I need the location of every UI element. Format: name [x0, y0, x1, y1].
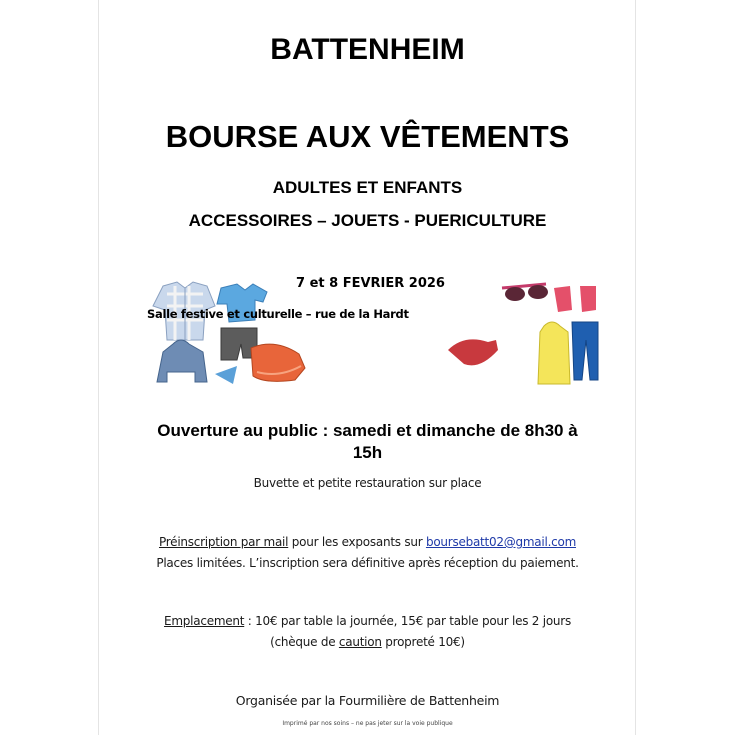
- preregistration-line: [0, 535, 735, 549]
- orange-baby-bouncer-icon: [251, 344, 305, 381]
- pitch-label: Emplacement: [164, 614, 245, 628]
- audience-subtitle: ADULTES ET ENFANTS: [272, 178, 463, 197]
- deposit-after: propreté 10€): [381, 635, 465, 649]
- red-beanie-icon: [448, 339, 498, 365]
- pitch-pricing-text: : 10€ par table la journée, 15€ par table pour les 2 jours: [244, 614, 571, 628]
- deposit-underlined: caution: [338, 635, 382, 649]
- opening-hours-line1: Ouverture au public : samedi et dimanche de 8h30 à: [157, 421, 578, 440]
- event-venue: Salle festive et culturelle – rue de la Hardt: [147, 307, 409, 321]
- town-heading: BATTENHEIM: [270, 33, 465, 66]
- clothes-left-illustration: [145, 280, 315, 390]
- hooded-jacket-icon: [157, 340, 207, 382]
- pitch-pricing-line: [0, 614, 735, 628]
- opening-hours-line2: 15h: [352, 443, 383, 462]
- yellow-raincoat-icon: [538, 322, 570, 384]
- preregistration-label: Préinscription par mail: [158, 535, 289, 549]
- event-title: BOURSE AUX VÊTEMENTS: [165, 119, 570, 154]
- deposit-before: (chèque de: [270, 635, 339, 649]
- contact-email-link[interactable]: boursebatt02@gmail.com: [425, 535, 577, 549]
- event-date: 7 et 8 FEVRIER 2026: [296, 276, 445, 291]
- refreshments-note: Buvette et petite restauration sur place: [253, 476, 482, 490]
- pink-gloves-icon: [554, 286, 596, 312]
- print-note: Imprimé par nos soins – ne pas jeter sur la voie publique: [282, 720, 453, 727]
- sunglasses-icon: [502, 284, 548, 301]
- deposit-line: [0, 635, 735, 649]
- accessories-right-illustration: [440, 280, 610, 390]
- preregistration-text: pour les exposants sur: [288, 535, 426, 549]
- categories-subtitle: ACCESSOIRES – JOUETS - PUERICULTURE: [188, 211, 547, 230]
- organizer-line: Organisée par la Fourmilière de Battenheim: [235, 693, 500, 708]
- blue-bib-icon: [215, 366, 237, 384]
- preregistration-conditions: Places limitées. L’inscription sera définitive après réception du paiement.: [156, 556, 579, 570]
- blue-jeans-icon: [572, 322, 598, 380]
